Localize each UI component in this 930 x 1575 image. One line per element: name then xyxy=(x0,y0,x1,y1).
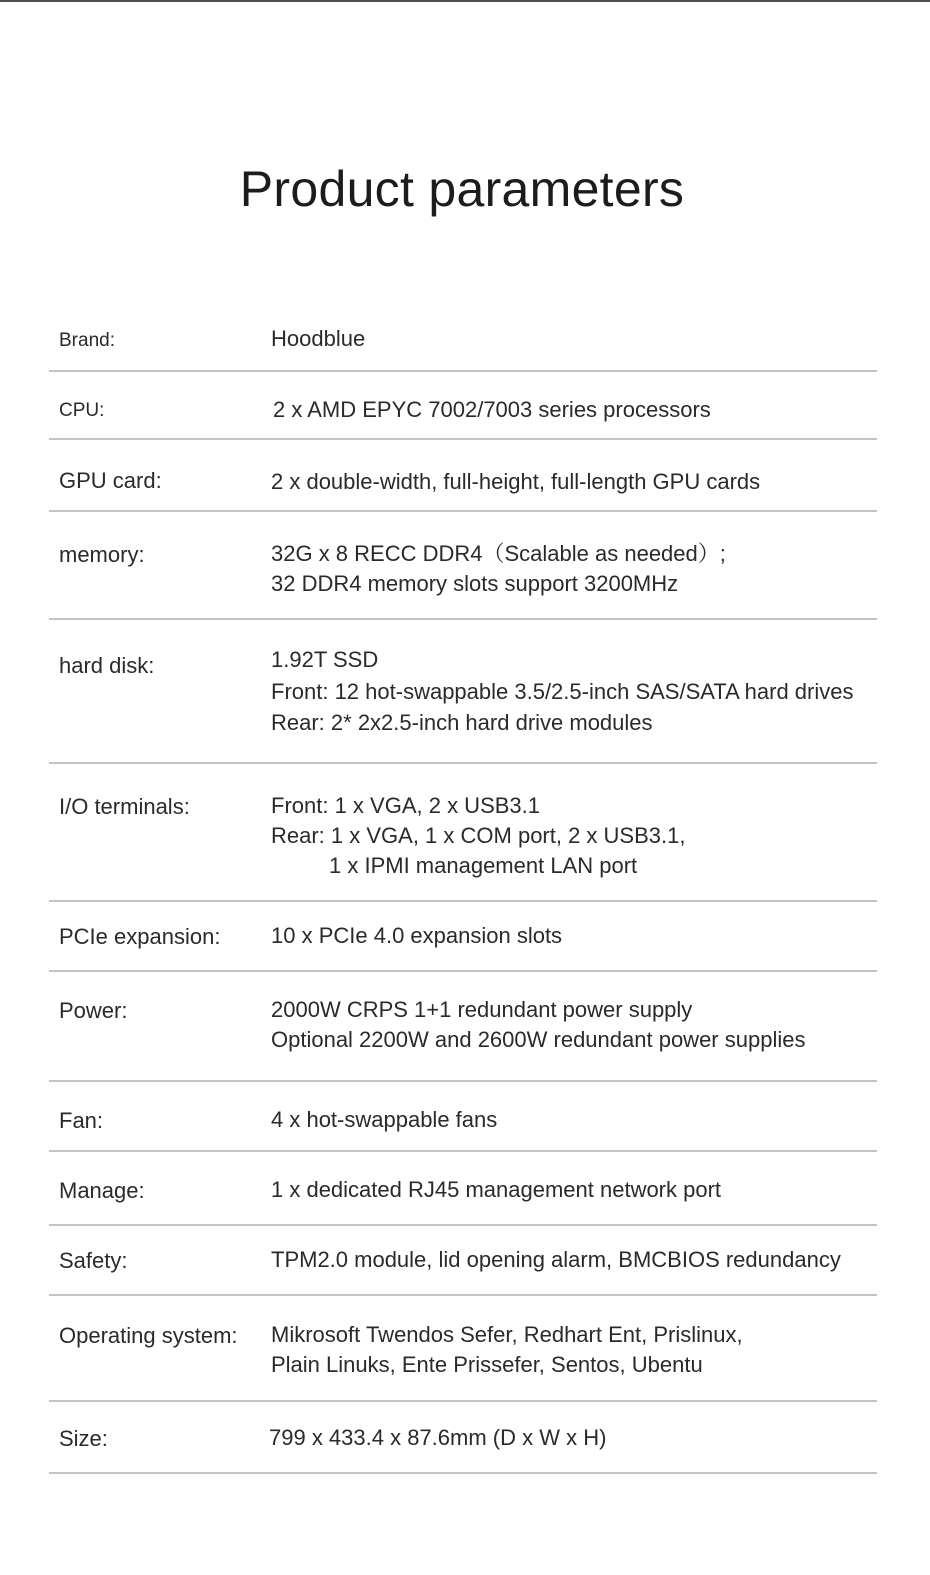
spec-row-manage xyxy=(49,1152,877,1226)
spec-label: Brand: xyxy=(59,330,115,351)
spec-row-operating-system xyxy=(49,1296,877,1402)
spec-value-line: 1 x dedicated RJ45 management network port xyxy=(271,1177,722,1202)
spec-row-gpu-card xyxy=(49,440,877,512)
spec-value-line: 1 x IPMI management LAN port xyxy=(329,853,638,878)
spec-row-power xyxy=(49,972,877,1082)
spec-value xyxy=(271,921,562,951)
spec-row-fan xyxy=(49,1082,877,1152)
spec-row-io-terminals xyxy=(49,764,877,902)
spec-value-line: 799 x 433.4 x 87.6mm (D x W x H) xyxy=(269,1425,607,1450)
spec-label: Fan: xyxy=(59,1108,104,1133)
page-title: Product parameters xyxy=(239,161,685,217)
spec-value xyxy=(271,1105,497,1135)
spec-label: I/O terminals: xyxy=(59,794,190,819)
spec-value-line: 32G x 8 RECC DDR4（Scalable as needed）; xyxy=(271,541,726,566)
spec-value-line: 10 x PCIe 4.0 expansion slots xyxy=(271,923,563,948)
spec-row-memory xyxy=(49,512,877,620)
spec-label: hard disk: xyxy=(59,653,155,678)
spec-row-size xyxy=(49,1402,877,1474)
spec-label: GPU card: xyxy=(59,468,162,493)
spec-row-pcie-expansion xyxy=(49,902,877,972)
spec-row-safety xyxy=(49,1226,877,1296)
spec-value-line: Plain Linuks, Ente Prissefer, Sentos, Ubentu xyxy=(271,1352,703,1377)
spec-value-line: Rear: 1 x VGA, 1 x COM port, 2 x USB3.1, xyxy=(271,823,686,848)
spec-label: Power: xyxy=(59,998,128,1023)
spec-value xyxy=(271,1320,743,1380)
spec-label: PCIe expansion: xyxy=(59,924,221,949)
spec-value xyxy=(271,1175,721,1205)
spec-value xyxy=(271,1245,841,1275)
spec-label: Operating system: xyxy=(59,1323,238,1348)
spec-value-line: Mikrosoft Twendos Sefer, Redhart Ent, Prislinux, xyxy=(271,1322,743,1347)
spec-label: Size: xyxy=(59,1426,108,1451)
spec-value xyxy=(271,324,365,354)
spec-value xyxy=(271,791,685,881)
spec-value-line: 2 x double-width, full-height, full-length GPU cards xyxy=(271,469,761,494)
spec-value-line: Hoodblue xyxy=(271,326,366,351)
spec-label: Manage: xyxy=(59,1178,145,1203)
spec-value-line: 1.92T SSD xyxy=(271,647,379,672)
spec-value-line: 32 DDR4 memory slots support 3200MHz xyxy=(271,571,679,596)
spec-label: memory: xyxy=(59,542,145,567)
spec-value xyxy=(269,1423,606,1453)
spec-value-line: Front: 1 x VGA, 2 x USB3.1 xyxy=(271,793,540,818)
spec-row-hard-disk xyxy=(49,620,877,764)
spec-value-line: 4 x hot-swappable fans xyxy=(271,1107,498,1132)
top-border xyxy=(0,0,930,2)
spec-row-cpu xyxy=(49,372,877,440)
spec-value xyxy=(273,395,711,425)
spec-value-line: Rear: 2* 2x2.5-inch hard drive modules xyxy=(271,710,653,735)
spec-value xyxy=(271,467,760,497)
spec-value-line: Front: 12 hot-swappable 3.5/2.5-inch SAS/SATA hard drives xyxy=(271,679,854,704)
spec-value-line: TPM2.0 module, lid opening alarm, BMCBIOS redundancy xyxy=(271,1247,841,1272)
spec-value-line: 2000W CRPS 1+1 redundant power supply xyxy=(271,997,693,1022)
spec-value xyxy=(271,539,726,599)
spec-value xyxy=(271,645,854,737)
spec-label: CPU: xyxy=(59,400,105,421)
spec-label: Safety: xyxy=(59,1248,128,1273)
spec-value-line: 2 x AMD EPYC 7002/7003 series processors xyxy=(273,397,711,422)
spec-row-brand xyxy=(49,310,877,372)
spec-value-line: Optional 2200W and 2600W redundant power supplies xyxy=(271,1027,806,1052)
spec-value xyxy=(271,995,805,1055)
